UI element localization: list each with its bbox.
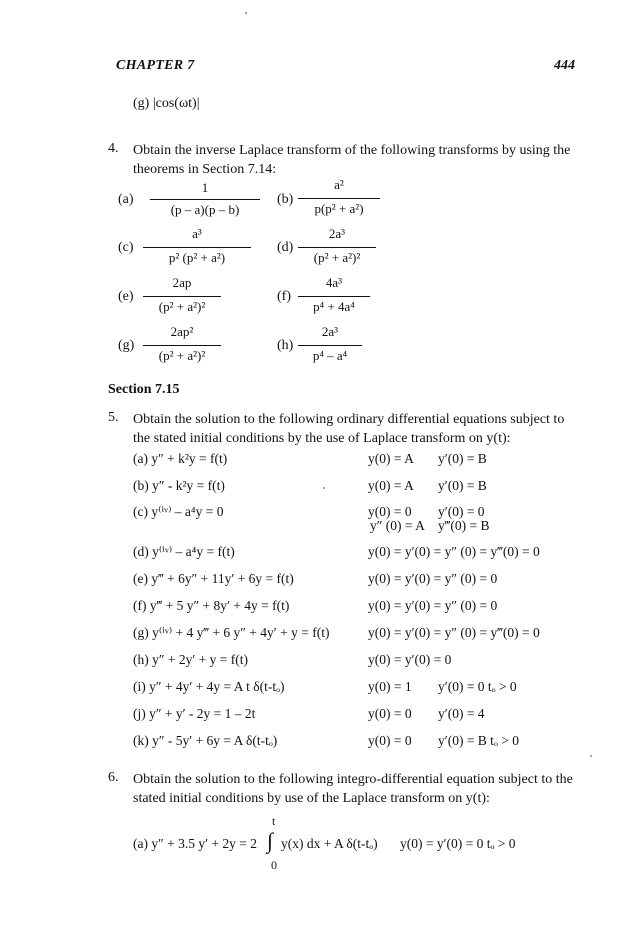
p5-item-e-equation: (e) y‴ + 6y″ + 11y′ + 6y = f(t) [133, 571, 294, 586]
p4-item-a-label: (a) [118, 192, 134, 207]
p4-item-g-label: (g) [118, 338, 135, 353]
previous-item-g: (g) |cos(ωt)| [133, 96, 200, 111]
p5-item-h-ic1: y(0) = y′(0) = 0 [368, 652, 452, 667]
p5-item-b-equation: (b) y″ - k²y = f(t) [133, 478, 225, 493]
numerator: 2ap [172, 275, 192, 290]
p4-item-b-fraction [298, 177, 380, 221]
p5-item-e-ic1: y(0) = y′(0) = y″ (0) = 0 [368, 571, 498, 586]
numerator: a³ [192, 226, 202, 241]
fraction-bar [298, 198, 380, 199]
problem-4-number: 4. [108, 141, 119, 156]
p4-item-d-label: (d) [277, 240, 294, 255]
p5-item-c-ic3: y″ (0) = A [370, 518, 425, 533]
p5-item-j-equation: (j) y″ + y′ - 2y = 1 – 2t [133, 706, 256, 721]
p6-item-a-equation-right: y(x) dx + A δ(t-tₒ) [281, 836, 378, 851]
p4-item-h-label: (h) [277, 338, 294, 353]
integral-sign: ∫ [267, 828, 274, 853]
p6-item-a-ic: y(0) = y′(0) = 0 tₒ > 0 [400, 836, 516, 851]
p4-item-b-label: (b) [277, 192, 294, 207]
denominator: p(p² + a²) [314, 201, 364, 216]
p5-item-a-ic2: y′(0) = B [438, 451, 487, 466]
p4-item-g-fraction [143, 324, 221, 368]
problem-6-text: Obtain the solution to the following integro-differential equation subject to the stated initial conditions by use of the Laplace transform on y(t): [133, 772, 573, 806]
p5-item-c-ic1: y(0) = 0 [368, 504, 412, 519]
denominator: p⁴ + 4a⁴ [313, 299, 355, 314]
problem-5-number: 5. [108, 410, 119, 425]
p5-item-j-ic1: y(0) = 0 [368, 706, 412, 721]
p5-item-g-equation: (g) y⁽ⁱᵛ⁾ + 4 y‴ + 6 y″ + 4y′ + y = f(t) [133, 625, 330, 640]
p4-item-c-label: (c) [118, 240, 134, 255]
numerator: 2a³ [328, 226, 346, 241]
scan-speck [245, 12, 247, 14]
p4-item-c-fraction [143, 226, 251, 270]
denominator: (p – a)(p – b) [170, 202, 240, 217]
p5-item-c-ic4: y‴(0) = B [438, 518, 490, 533]
p5-item-b-ic2: y′(0) = B [438, 478, 487, 493]
fraction-bar [143, 345, 221, 346]
p4-item-a-fraction [150, 180, 260, 220]
scan-speck [590, 755, 592, 757]
denominator: (p² + a²)² [313, 250, 361, 265]
p5-item-d-equation: (d) y⁽ⁱᵛ⁾ – a⁴y = f(t) [133, 544, 235, 559]
numerator: a² [334, 177, 344, 192]
p5-item-c-equation: (c) y⁽ⁱᵛ⁾ – a⁴y = 0 [133, 504, 224, 519]
fraction-bar [298, 345, 362, 346]
p5-item-i-ic2: y′(0) = 0 tₒ > 0 [438, 679, 517, 694]
denominator: (p² + a²)² [158, 348, 206, 363]
problem-4-text: Obtain the inverse Laplace transform of the following transforms by using the theorems in Section 7.14: [133, 143, 571, 177]
page-number: 444 [554, 58, 575, 73]
denominator: (p² + a²)² [158, 299, 206, 314]
fraction-bar [143, 296, 221, 297]
p5-item-k-equation: (k) y″ - 5y′ + 6y = A δ(t-tₒ) [133, 733, 278, 748]
fraction-bar [298, 296, 370, 297]
p5-item-k-ic1: y(0) = 0 [368, 733, 412, 748]
problem-6-number: 6. [108, 770, 119, 785]
p5-item-f-ic1: y(0) = y′(0) = y″ (0) = 0 [368, 598, 498, 613]
p5-item-j-ic2: y′(0) = 4 [438, 706, 485, 721]
p5-item-b-ic1: y(0) = A [368, 478, 414, 493]
numerator: 2ap² [170, 324, 194, 339]
p5-item-i-ic1: y(0) = 1 [368, 679, 412, 694]
scan-speck [323, 487, 325, 489]
p5-item-g-ic1: y(0) = y′(0) = y″ (0) = y‴(0) = 0 [368, 625, 540, 640]
problem-5-text: Obtain the solution to the following ordinary differential equations subject to the stated initial conditions by the use of Laplace transform on y(t): [133, 412, 565, 446]
p6-item-a-equation-left: (a) y″ + 3.5 y′ + 2y = 2 [133, 836, 258, 851]
denominator: p⁴ – a⁴ [312, 348, 348, 363]
p5-item-d-ic1: y(0) = y′(0) = y″ (0) = y‴(0) = 0 [368, 544, 540, 559]
p4-item-h-fraction [298, 324, 362, 368]
p4-item-f-fraction [298, 275, 370, 319]
p5-item-i-equation: (i) y″ + 4y′ + 4y = A t δ(t-tₒ) [133, 679, 285, 694]
p4-item-f-label: (f) [277, 289, 291, 304]
p5-item-h-equation: (h) y″ + 2y′ + y = f(t) [133, 652, 249, 667]
fraction-bar [143, 247, 251, 248]
p5-item-c-ic2: y′(0) = 0 [438, 504, 485, 519]
p4-item-e-label: (e) [118, 289, 134, 304]
fraction-bar [150, 199, 260, 200]
p5-item-f-equation: (f) y‴ + 5 y″ + 8y′ + 4y = f(t) [133, 598, 290, 613]
numerator: 2a³ [321, 324, 339, 339]
fraction-bar [298, 247, 376, 248]
p5-item-a-equation: (a) y″ + k²y = f(t) [133, 451, 228, 466]
p5-item-a-ic1: y(0) = A [368, 451, 414, 466]
numerator: 4a³ [325, 275, 343, 290]
section-heading: Section 7.15 [108, 382, 180, 397]
p5-item-k-ic2: y′(0) = B tₒ > 0 [438, 733, 519, 748]
integral-lower-limit: 0 [271, 858, 277, 872]
integral-upper-limit: t [272, 814, 276, 828]
chapter-heading: CHAPTER 7 [116, 58, 195, 73]
denominator: p² (p² + a²) [168, 250, 226, 265]
p4-item-d-fraction [298, 226, 376, 270]
numerator: 1 [201, 180, 209, 195]
p4-item-e-fraction [143, 275, 221, 319]
